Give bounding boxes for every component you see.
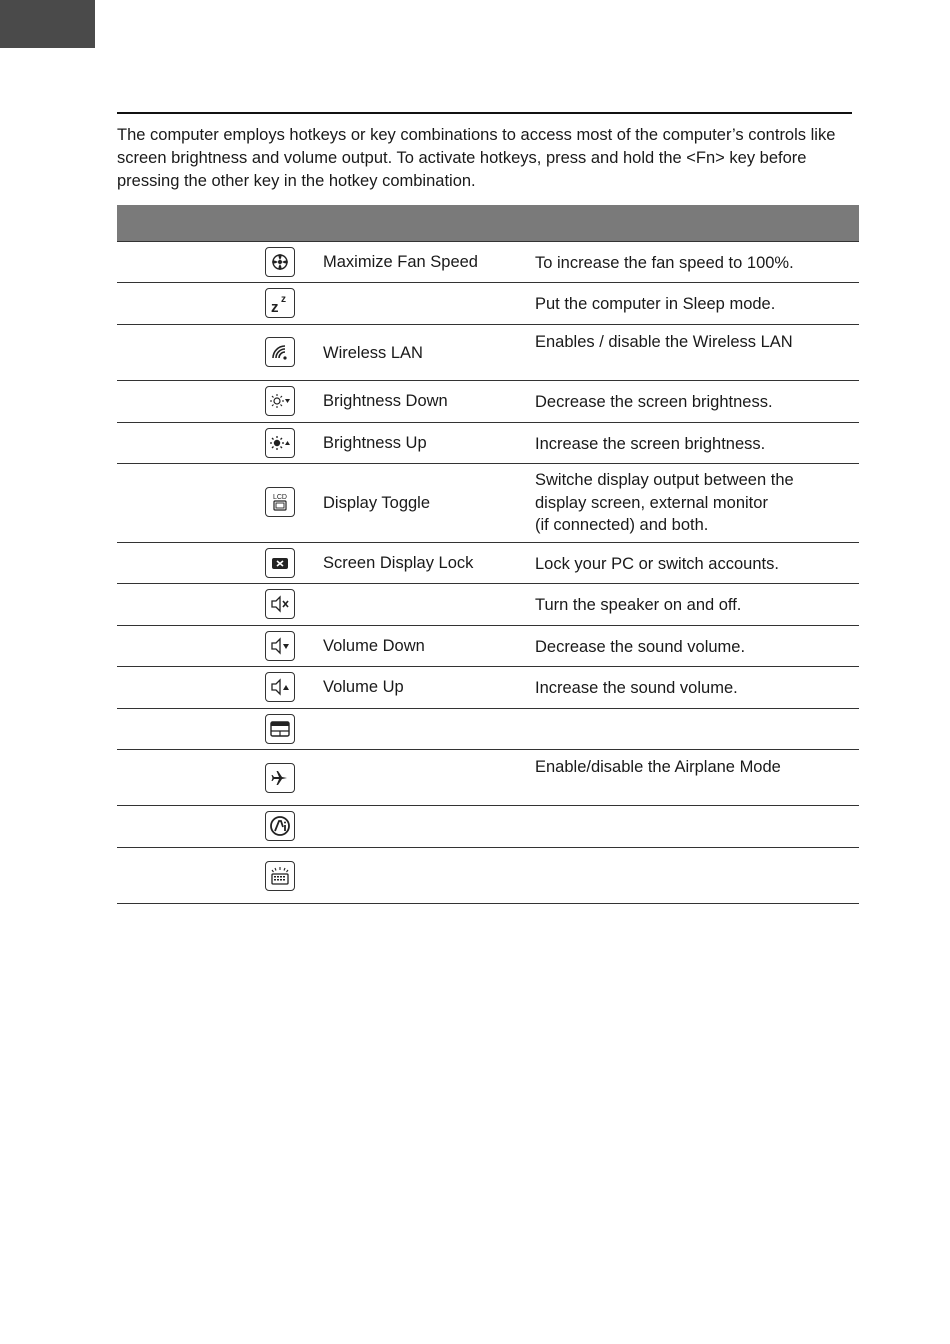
table-row	[117, 749, 859, 805]
screen-lock-icon	[265, 548, 295, 578]
hotkey-description: Enables / disable the Wireless LAN	[535, 333, 793, 351]
hotkey-description: Decrease the screen brightness.	[535, 393, 773, 411]
hotkey-name: Brightness Up	[323, 434, 427, 452]
svg-text:z: z	[271, 299, 279, 315]
touchpad-icon	[265, 714, 295, 744]
hotkey-name: Volume Down	[323, 637, 425, 655]
keyboard-backlight-icon	[265, 861, 295, 891]
page-corner-tab	[0, 0, 95, 48]
intro-paragraph: The computer employs hotkeys or key combinations to access most of the computer’s controls like screen brightness and volume output. To activate hotkeys, press and hold the <Fn> key before pressing the other key in the hotkey combination.	[117, 126, 836, 190]
hotkey-description: Enable/disable the Airplane Mode	[535, 758, 781, 776]
hotkey-name: Wireless LAN	[323, 344, 423, 362]
table-header-bar	[117, 205, 859, 241]
volume-down-icon	[265, 631, 295, 661]
table-row	[117, 542, 859, 583]
hotkey-name: Screen Display Lock	[323, 554, 474, 572]
hotkey-description: Lock your PC or switch accounts.	[535, 555, 779, 573]
hotkey-description: Decrease the sound volume.	[535, 638, 746, 656]
hotkey-table	[117, 205, 859, 904]
table-row	[117, 583, 859, 625]
hotkey-description: Increase the sound volume.	[535, 679, 738, 697]
hotkey-name: Maximize Fan Speed	[323, 253, 478, 271]
brightness-down-icon	[265, 386, 295, 416]
table-row	[117, 241, 859, 282]
table-row	[117, 463, 859, 542]
table-row	[117, 805, 859, 847]
mute-icon	[265, 589, 295, 619]
hotkey-description: Turn the speaker on and off.	[535, 596, 742, 614]
hotkey-description: Put the computer in Sleep mode.	[535, 295, 776, 313]
table-row	[117, 422, 859, 463]
hotkey-description: To increase the fan speed to 100%.	[535, 254, 794, 272]
svg-text:z: z	[281, 294, 286, 305]
fan-icon	[265, 247, 295, 277]
table-row	[117, 847, 859, 903]
sleep-icon	[265, 288, 295, 318]
hotkey-description: Switche display output between the display screen, external monitor (if connected) and both.	[535, 471, 794, 534]
table-row	[117, 282, 859, 324]
section-rule	[117, 112, 852, 114]
hotkey-name: Volume Up	[323, 678, 404, 696]
table-row	[117, 666, 859, 708]
hotkey-description: Increase the screen brightness.	[535, 435, 766, 453]
hotkey-name: Brightness Down	[323, 392, 448, 410]
table-row	[117, 625, 859, 666]
wireless-lan-icon	[265, 337, 295, 367]
hotkey-name: Display Toggle	[323, 494, 431, 512]
lcd-toggle-icon	[265, 487, 295, 517]
svg-text:LCD: LCD	[272, 494, 288, 501]
table-row	[117, 380, 859, 422]
airplane-icon	[265, 763, 295, 793]
table-row	[117, 708, 859, 749]
ai-icon	[265, 811, 295, 841]
volume-up-icon	[265, 672, 295, 702]
table-row	[117, 324, 859, 380]
brightness-up-icon	[265, 428, 295, 458]
